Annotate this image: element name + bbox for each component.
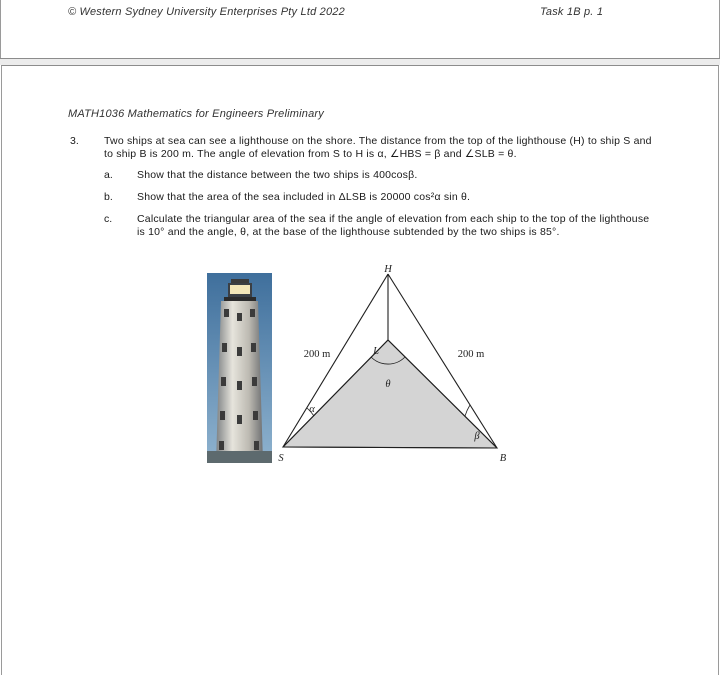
part-b-text: Show that the area of the sea included in ΔLSB is 20000 cos²α sin θ. — [137, 191, 471, 203]
part-a-label: a. — [104, 169, 113, 181]
label-s: S — [278, 453, 284, 464]
label-l: L — [373, 346, 379, 357]
label-alpha: α — [309, 404, 315, 415]
part-a-text: Show that the distance between the two ships is 400cosβ. — [137, 169, 418, 181]
beta-arc — [465, 405, 470, 416]
label-b: B — [499, 453, 507, 464]
part-c-label: c. — [104, 213, 113, 225]
question-number: 3. — [70, 135, 79, 147]
label-h: H — [384, 264, 392, 275]
lighthouse-photo — [207, 273, 272, 463]
copyright-notice: © Western Sydney University Enterprises Pty Ltd 2022 — [68, 6, 345, 18]
label-right-distance: 200 m — [457, 349, 485, 360]
label-theta: θ — [385, 379, 391, 390]
course-title: MATH1036 Mathematics for Engineers Preliminary — [68, 108, 324, 120]
part-c-text: Calculate the triangular area of the sea if the angle of elevation from each ship to the top of the lighthouse is 10° and the angle, θ, at the base of the lighthouse subtended by the two ships is 85°. — [137, 213, 650, 238]
previous-page-strip — [0, 0, 720, 59]
question-text: Two ships at sea can see a lighthouse on the shore. The distance from the top of the lighthouse (H) to ship S and to ship B is 200 m. The angle of elevation from S to H is α, ∠HBS = β and ∠SLB = θ. — [104, 135, 652, 160]
task-page-label: Task 1B p. 1 — [540, 6, 604, 18]
triangle-diagram — [270, 256, 530, 471]
part-b-label: b. — [104, 191, 113, 203]
label-left-distance: 200 m — [303, 349, 331, 360]
label-beta: β — [474, 431, 480, 442]
